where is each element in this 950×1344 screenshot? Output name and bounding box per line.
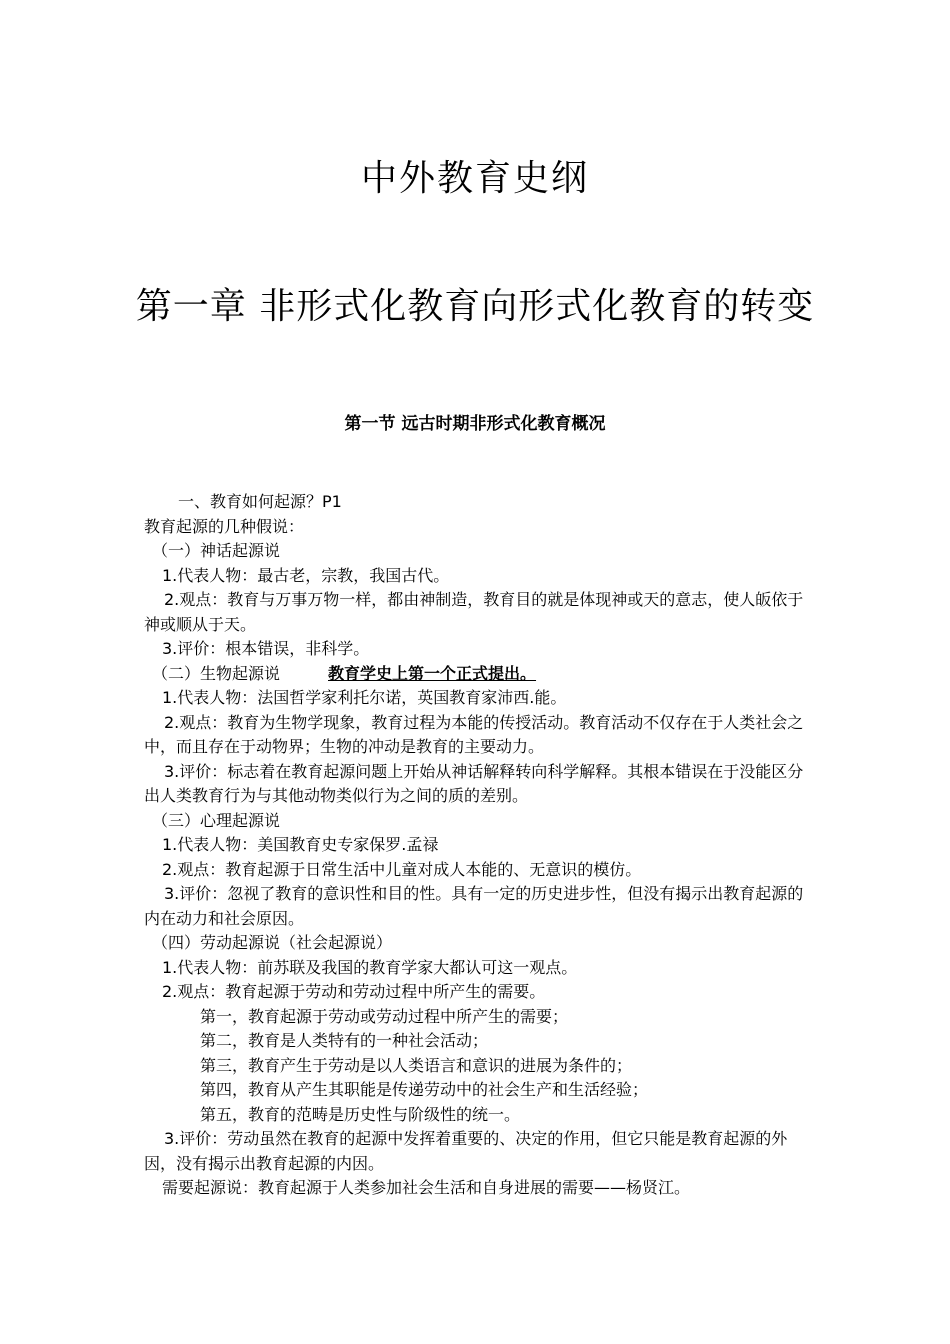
intro-line: 教育起源的几种假说： (144, 516, 305, 536)
document-body (144, 490, 808, 1201)
point-5: 第五，教育的范畴是历史性与阶级性的统一。 (200, 1104, 521, 1124)
hypothesis-heading-1: （一）神话起源说 (152, 541, 281, 560)
hypothesis-4-representative: 1.代表人物：前苏联及我国的教育学家大都认可这一观点。 (162, 957, 578, 977)
point-3: 第三，教育产生于劳动是以人类语言和意识的进展为条件的； (200, 1055, 633, 1075)
chapter-heading: 第一章 非形式化教育向形式化教育的转变 (135, 286, 815, 327)
section-heading: 第一节 远古时期非形式化教育概况 (344, 414, 606, 434)
need-origin-line: 需要起源说：教育起源于人类参加社会生活和自身进展的需要——杨贤江。 (162, 1178, 691, 1197)
point-2: 第二，教育是人类特有的一种社会活动； (200, 1031, 489, 1050)
question-heading: 一、教育如何起源？P1 (178, 492, 342, 511)
hypothesis-1-view: 2.观点：教育与万事万物一样，都由神制造，教育目的就是体现神或天的意志，使人皈依于神或顺从于天。 (144, 590, 804, 634)
document-title: 中外教育史纲 (360, 158, 589, 199)
point-1: 第一，教育起源于劳动或劳动过程中所产生的需要； (200, 1006, 569, 1026)
hypothesis-3-evaluation: 3.评价：忽视了教育的意识性和目的性。具有一定的历史进步性，但没有揭示出教育起源的内在动力和社会原因。 (144, 884, 804, 928)
hypothesis-2-representative: 1.代表人物：法国哲学家利托尔诺，英国教育家沛西.能。 (162, 688, 567, 707)
point-4: 第四，教育从产生其职能是传递劳动中的社会生产和生活经验； (200, 1080, 649, 1099)
hypothesis-heading-2-row (144, 662, 808, 687)
hypothesis-4-evaluation: 3.评价：劳动虽然在教育的起源中发挥着重要的、决定的作用，但它只能是教育起源的外因，没有揭示出教育起源的内因。 (144, 1129, 788, 1173)
emphasis-note: 教育学史上第一个正式提出。 (328, 663, 537, 683)
hypothesis-heading-2: （二）生物起源说 (152, 663, 281, 683)
hypothesis-2-evaluation: 3.评价：标志着在教育起源问题上开始从神话解释转向科学解释。其根本错误在于没能区分出人类教育行为与其他动物类似行为之间的质的差别。 (144, 761, 804, 805)
hypothesis-3-representative: 1.代表人物：美国教育史专家保罗.孟禄 (162, 835, 439, 854)
hypothesis-heading-4: （四）劳动起源说（社会起源说） (152, 933, 393, 952)
hypothesis-3-view: 2.观点：教育起源于日常生活中儿童对成人本能的、无意识的模仿。 (162, 859, 642, 879)
hypothesis-2-view: 2.观点：教育为生物学现象，教育过程为本能的传授活动。教育活动不仅存在于人类社会之中，而且存在于动物界；生物的冲动是教育的主要动力。 (144, 712, 804, 756)
hypothesis-1-evaluation: 3.评价：根本错误，非科学。 (162, 639, 370, 658)
hypothesis-heading-3: （三）心理起源说 (152, 810, 281, 830)
hypothesis-1-representative: 1.代表人物：最古老，宗教，我国古代。 (162, 565, 450, 585)
hypothesis-4-view: 2.观点：教育起源于劳动和劳动过程中所产生的需要。 (162, 982, 546, 1001)
